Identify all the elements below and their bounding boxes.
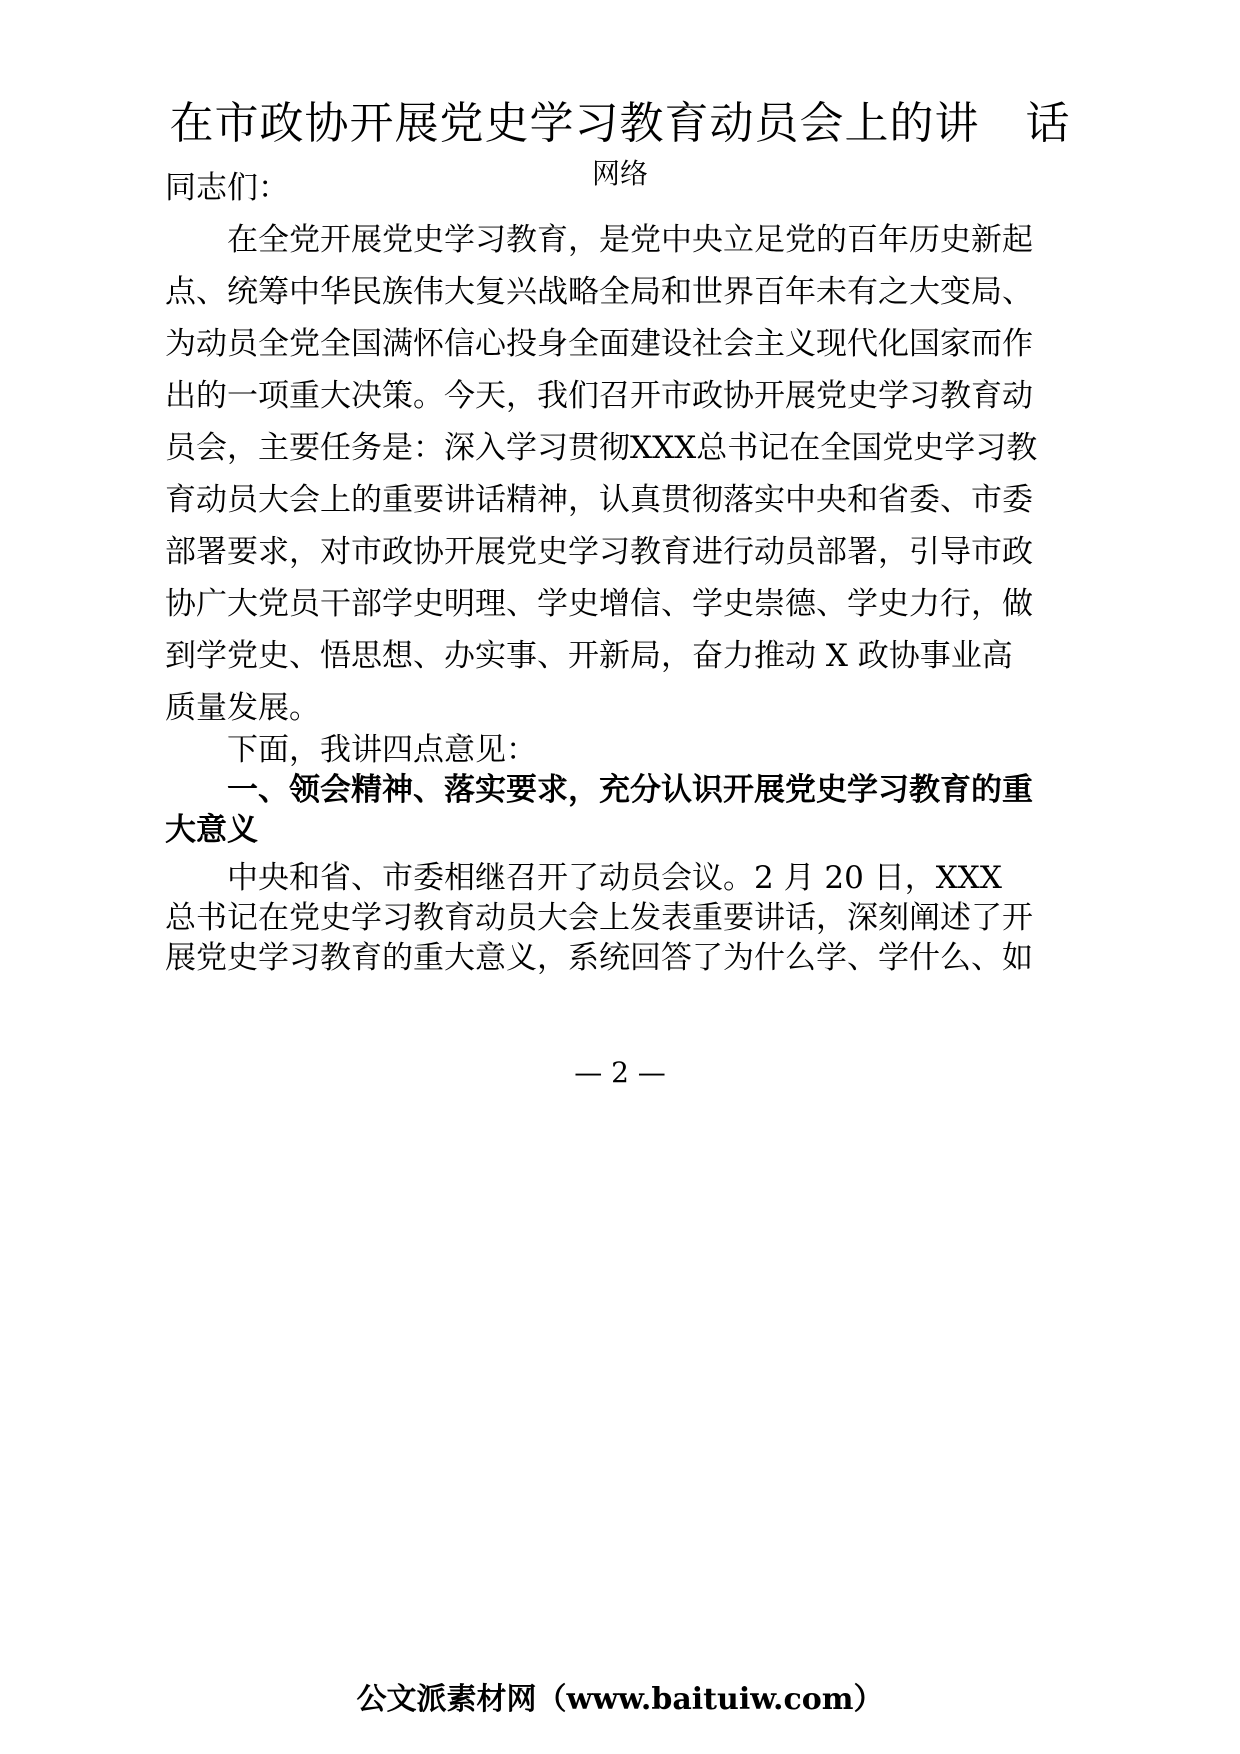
paragraph-line: 员会，主要任务是：深入学习贯彻XXX总书记在全国党史学习教 [165,430,1038,466]
title-text-part2: 话 [1025,98,1071,149]
paragraph-line: 点、统筹中华民族伟大复兴战略全局和世界百年未有之大变局、 [165,274,1033,310]
salutation: 同志们： [165,170,289,206]
paragraph-line: 到学党史、悟思想、办实事、开新局，奋力推动 X 政协事业高 [165,638,1013,674]
paragraph-line: 在全党开展党史学习教育，是党中央立足党的百年历史新起 [227,222,1033,258]
document-title [0,96,1240,152]
page-number: — 2 — [574,1056,666,1089]
paragraph-line: 育动员大会上的重要讲话精神，认真贯彻落实中央和省委、市委 [165,482,1033,518]
paragraph-line: 部署要求，对市政协开展党史学习教育进行动员部署，引导市政 [165,534,1033,570]
paragraph-line: 展党史学习教育的重大意义，系统回答了为什么学、学什么、如 [165,940,1033,976]
document-author: 网络 [591,157,648,190]
paragraph-line: 质量发展。 [165,690,320,726]
paragraph-line: 出的一项重大决策。今天，我们召开市政协开展党史学习教育动 [165,378,1033,414]
footer-source: 公文派素材网（www.baituiw.com） [356,1682,884,1717]
paragraph-line: 协广大党员干部学史明理、学史增信、学史崇德、学史力行，做 [165,586,1033,622]
paragraph-line: 为动员全党全国满怀信心投身全面建设社会主义现代化国家而作 [165,326,1033,362]
title-text-part1: 在市政协开展党史学习教育动员会上的讲 [169,98,980,149]
section-heading-line: 一、领会精神、落实要求，充分认识开展党史学习教育的重 [227,772,1033,808]
intro-line: 下面，我讲四点意见： [227,732,537,768]
paragraph-line: 中央和省、市委相继召开了动员会议。2 月 20 日，XXX [227,860,1002,896]
paragraph-line: 总书记在党史学习教育动员大会上发表重要讲话，深刻阐述了开 [165,900,1033,936]
section-heading-line: 大意义 [165,812,258,848]
